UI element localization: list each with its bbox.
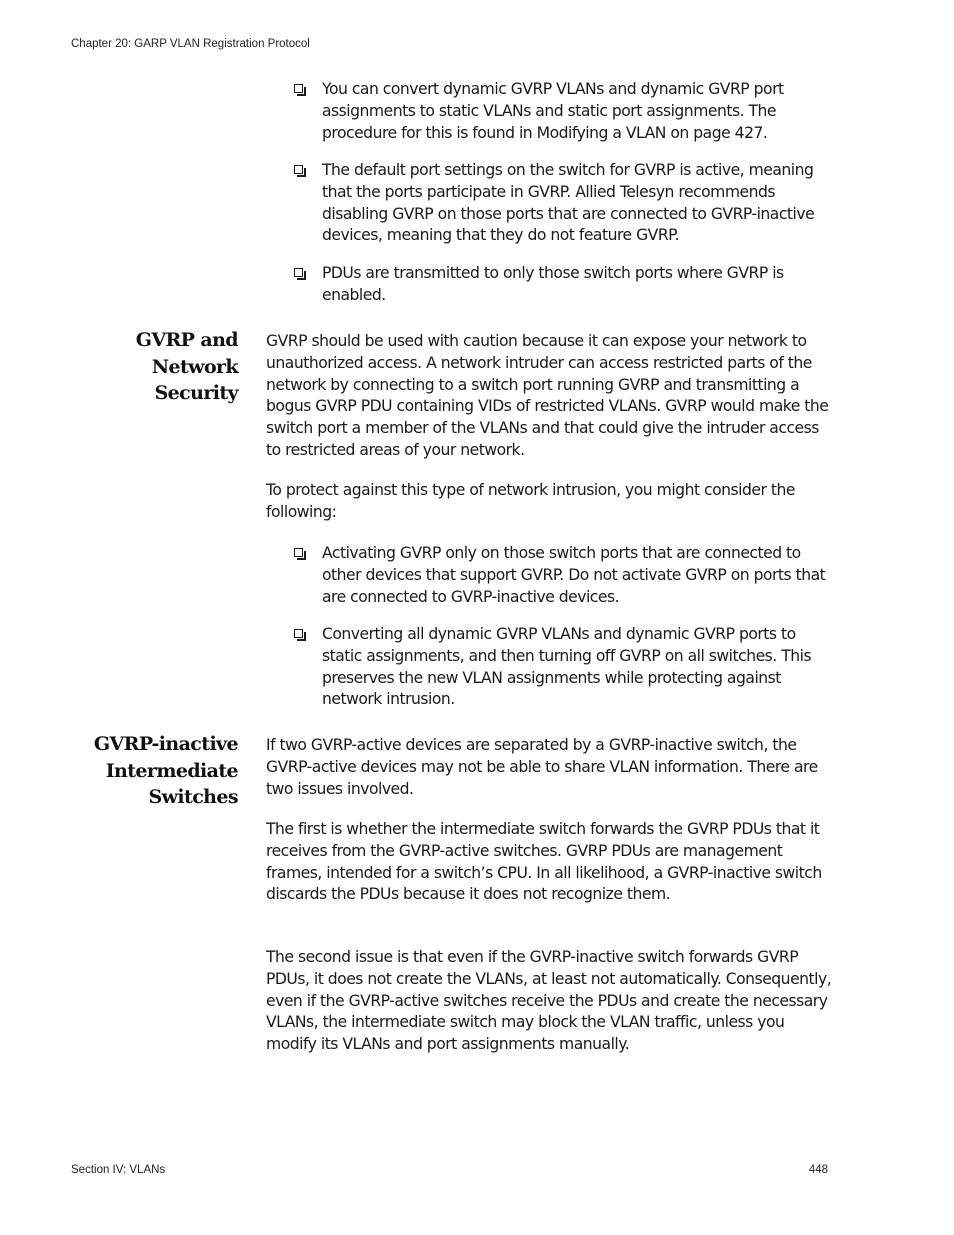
list-item	[294, 160, 839, 247]
list-item	[294, 543, 839, 608]
security-paragraph-1: GVRP should be used with caution because it can expose your network to unauthorized access. A network intruder can access restricted parts of the network by connecting to a switch port running GVRP and transmitting a bogus GVRP PDU containing VIDs of restricted VLANs. GVRP would make the switch port a member of the VLANs and that could give the intruder access to restricted areas of your network.	[266, 332, 829, 459]
list-item-text: Activating GVRP only on those switch ports that are connected to other devices that support GVRP. Do not activate GVRP on ports that are connected to GVRP-inactive devices.	[322, 544, 826, 606]
running-footer: Section IV: VLANs	[71, 1164, 166, 1176]
checkbox-bullet-icon	[294, 268, 303, 277]
inactive-paragraph-1: If two GVRP-active devices are separated by a GVRP-inactive switch, the GVRP-active devices may not be able to share VLAN information. There are two issues involved.	[266, 736, 818, 798]
list-item	[294, 79, 839, 144]
section-heading-network-security: GVRP and Network Security	[135, 329, 238, 404]
inactive-paragraph-2: The first is whether the intermediate switch forwards the GVRP PDUs that it receives from the GVRP-active switches. GVRP PDUs are management frames, intended for a switch’s CPU. In all likelihood, a GVRP-inactive switch discards the PDUs because it does not recognize them.	[266, 820, 822, 904]
page-number: 448	[808, 1164, 828, 1176]
checkbox-bullet-icon	[294, 629, 303, 638]
checkbox-bullet-icon	[294, 84, 303, 93]
list-item-text: You can convert dynamic GVRP VLANs and dynamic GVRP port assignments to static VLANs and static port assignments. The procedure for this is found in Modifying a VLAN on page 427.	[322, 80, 784, 142]
checkbox-bullet-icon	[294, 548, 303, 557]
running-header: Chapter 20: GARP VLAN Registration Protocol	[71, 38, 310, 50]
list-item-text: Converting all dynamic GVRP VLANs and dynamic GVRP ports to static assignments, and then turning off GVRP on all switches. This preserves the new VLAN assignments while protecting against network intrusion.	[322, 625, 812, 709]
inactive-paragraph-3: The second issue is that even if the GVRP-inactive switch forwards GVRP PDUs, it does not create the VLANs, at least not automatically. Consequently, even if the GVRP-active switches receive the PDUs and create the necessary VLANs, the intermediate switch may block the VLAN traffic, unless you modify its VLANs and port assignments manually.	[266, 948, 832, 1054]
list-item	[294, 263, 839, 307]
section-heading-inactive-switches: GVRP-inactive Intermediate Switches	[93, 733, 238, 808]
list-item-text: The default port settings on the switch for GVRP is active, meaning that the ports participate in GVRP. Allied Telesyn recommends disabling GVRP on those ports that are connected to GVRP-inactive devices, meaning that they do not feature GVRP.	[322, 161, 815, 245]
checkbox-bullet-icon	[294, 165, 303, 174]
list-item	[294, 624, 839, 711]
list-item-text: PDUs are transmitted to only those switch ports where GVRP is enabled.	[322, 264, 784, 304]
security-paragraph-2: To protect against this type of network intrusion, you might consider the following:	[266, 481, 795, 521]
